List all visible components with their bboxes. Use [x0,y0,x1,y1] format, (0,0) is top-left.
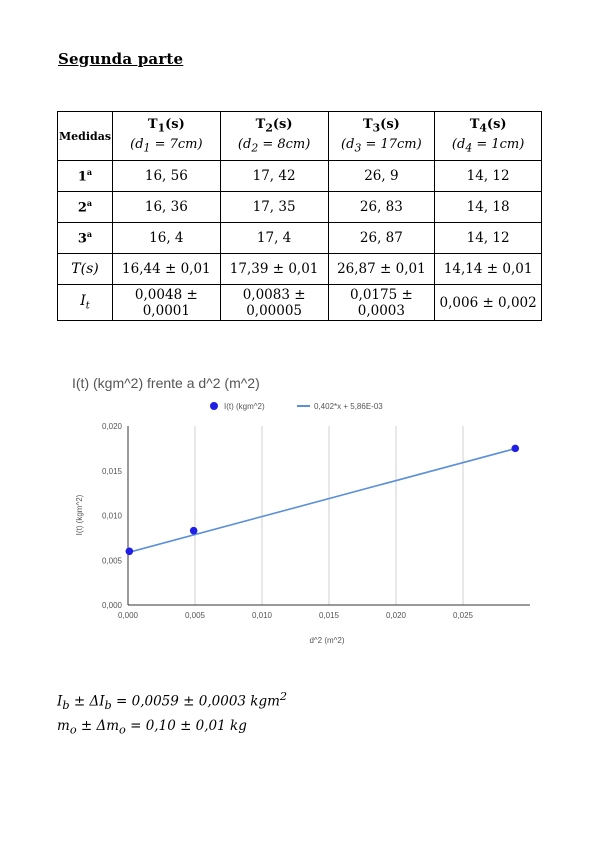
col-dist: (d [237,137,252,152]
row-label [58,254,113,285]
formula-sub: o [119,723,126,737]
inertia-symbol: I [80,293,86,310]
corner-cell [58,112,113,161]
y-tick-label: 0,005 [101,556,122,566]
col-unit: (s) [165,117,185,133]
table-cell: 26,87 ± 0,01 [328,254,435,285]
table-cell: 16,44 ± 0,01 [112,254,220,285]
column-header [220,112,328,161]
formula-sub: o [69,723,77,737]
x-tick-label: 0,020 [385,611,407,620]
table-row [58,161,542,192]
col-unit: (s) [272,117,293,133]
x-tick-labels [118,611,474,620]
formula-term: = 0,0059 ± 0,0003 kgm [111,693,280,710]
col-title-sub: 3 [372,122,381,135]
data-point [190,527,198,535]
measurements-table [57,111,542,321]
formula-term: ± ΔI [69,693,105,710]
formula-term: m [57,718,70,734]
formula-mass [57,718,247,737]
y-tick-label: 0,015 [101,466,122,476]
col-title: T [147,117,158,133]
row-label [58,192,113,223]
legend-marker-points [210,402,218,410]
legend-label-points: I(t) (kgm^2) [224,402,265,411]
table-row [58,192,542,223]
x-tick-label: 0,000 [117,611,139,620]
chart [60,365,550,655]
row-ordinal-sup: a [86,229,93,240]
chart-svg [60,365,550,655]
table-cell: 26, 9 [328,161,435,192]
col-dist-sub: 3 [354,141,362,155]
column-header [112,112,220,161]
table-header-row [58,112,542,161]
chart-title: I(t) (kgm^2) frente a d^2 (m^2) [72,375,260,391]
table-cell: 14, 12 [435,161,542,192]
formula-inertia [57,690,287,712]
medidas-label: Medidas [58,130,112,143]
col-title: T [362,117,373,133]
formula-term: I [57,693,63,710]
col-unit: (s) [380,117,400,133]
table-cell: 0,0175 ± 0,0003 [328,285,435,321]
col-title-sub: 4 [479,122,487,135]
col-dist-sub: 4 [465,141,473,155]
table-row-inertia [58,285,542,321]
table-row [58,223,542,254]
x-tick-label: 0,010 [251,611,273,620]
row-label [58,223,113,254]
col-title-sub: 2 [265,122,273,135]
table-cell: 16, 36 [112,192,220,223]
row-ordinal: 3 [77,231,87,247]
legend-label-trend: 0,402*x + 5,86E-03 [314,402,383,411]
x-tick-label: 0,015 [318,611,340,620]
col-dist-val: = 17cm) [361,137,422,152]
row-ordinal: 2 [77,200,87,216]
col-dist: (d [451,137,466,152]
trendline [128,449,515,553]
column-header [328,112,435,161]
inertia-symbol-sub: t [85,300,90,312]
y-axis-label: I(t) (kgm^2) [75,494,84,536]
column-header [435,112,542,161]
chart-legend [210,402,383,411]
table-cell: 26, 83 [328,192,435,223]
col-dist: (d [130,137,144,152]
row-ordinal-sup: a [86,167,93,178]
x-tick-label: 0,005 [184,611,206,620]
table-cell: 17,39 ± 0,01 [220,254,328,285]
table-cell: 17, 42 [220,161,328,192]
col-unit: (s) [486,117,507,133]
col-title: T [255,117,266,133]
data-point [126,548,134,556]
table-cell: 26, 87 [328,223,435,254]
y-tick-label: 0,020 [101,422,122,431]
formula-sup: 2 [279,690,288,703]
table-row-period [58,254,542,285]
col-dist-sub: 2 [251,141,259,155]
table-cell: 17, 4 [220,223,328,254]
col-title-sub: 1 [157,122,166,135]
formula-sub: b [104,699,112,713]
table-cell: 16, 4 [112,223,220,254]
col-title: T [469,117,480,133]
table-cell: 0,006 ± 0,002 [435,285,542,321]
chart-series [126,445,520,556]
row-ordinal: 1 [77,169,87,185]
table-cell: 0,0083 ± 0,00005 [220,285,328,321]
section-heading: Segunda parte [58,50,184,68]
formula-term: ± Δm [76,718,120,734]
row-ordinal-sup: a [86,198,93,209]
period-symbol: T(s) [71,261,99,277]
col-dist-val: = 1cm) [472,137,525,152]
table-cell: 16, 56 [112,161,220,192]
row-label [58,161,113,192]
table-cell: 14,14 ± 0,01 [435,254,542,285]
x-tick-label: 0,025 [452,611,474,620]
col-dist-val: = 7cm) [150,137,203,152]
formula-term: = 0,10 ± 0,01 kg [125,718,247,734]
col-dist-val: = 8cm) [258,137,311,152]
table-cell: 14, 18 [435,192,542,223]
formula-sub: b [62,699,70,713]
y-tick-labels [102,422,123,610]
data-point [511,445,519,453]
chart-grid [195,426,463,605]
col-dist: (d [341,137,355,152]
col-dist-sub: 1 [143,141,151,155]
y-tick-label: 0,010 [101,511,122,521]
table-cell: 17, 35 [220,192,328,223]
row-label [58,285,113,321]
table-cell: 0,0048 ± 0,0001 [112,285,220,321]
y-tick-label: 0,000 [101,601,122,610]
table-cell: 14, 12 [435,223,542,254]
x-axis-label: d^2 (m^2) [309,636,345,645]
